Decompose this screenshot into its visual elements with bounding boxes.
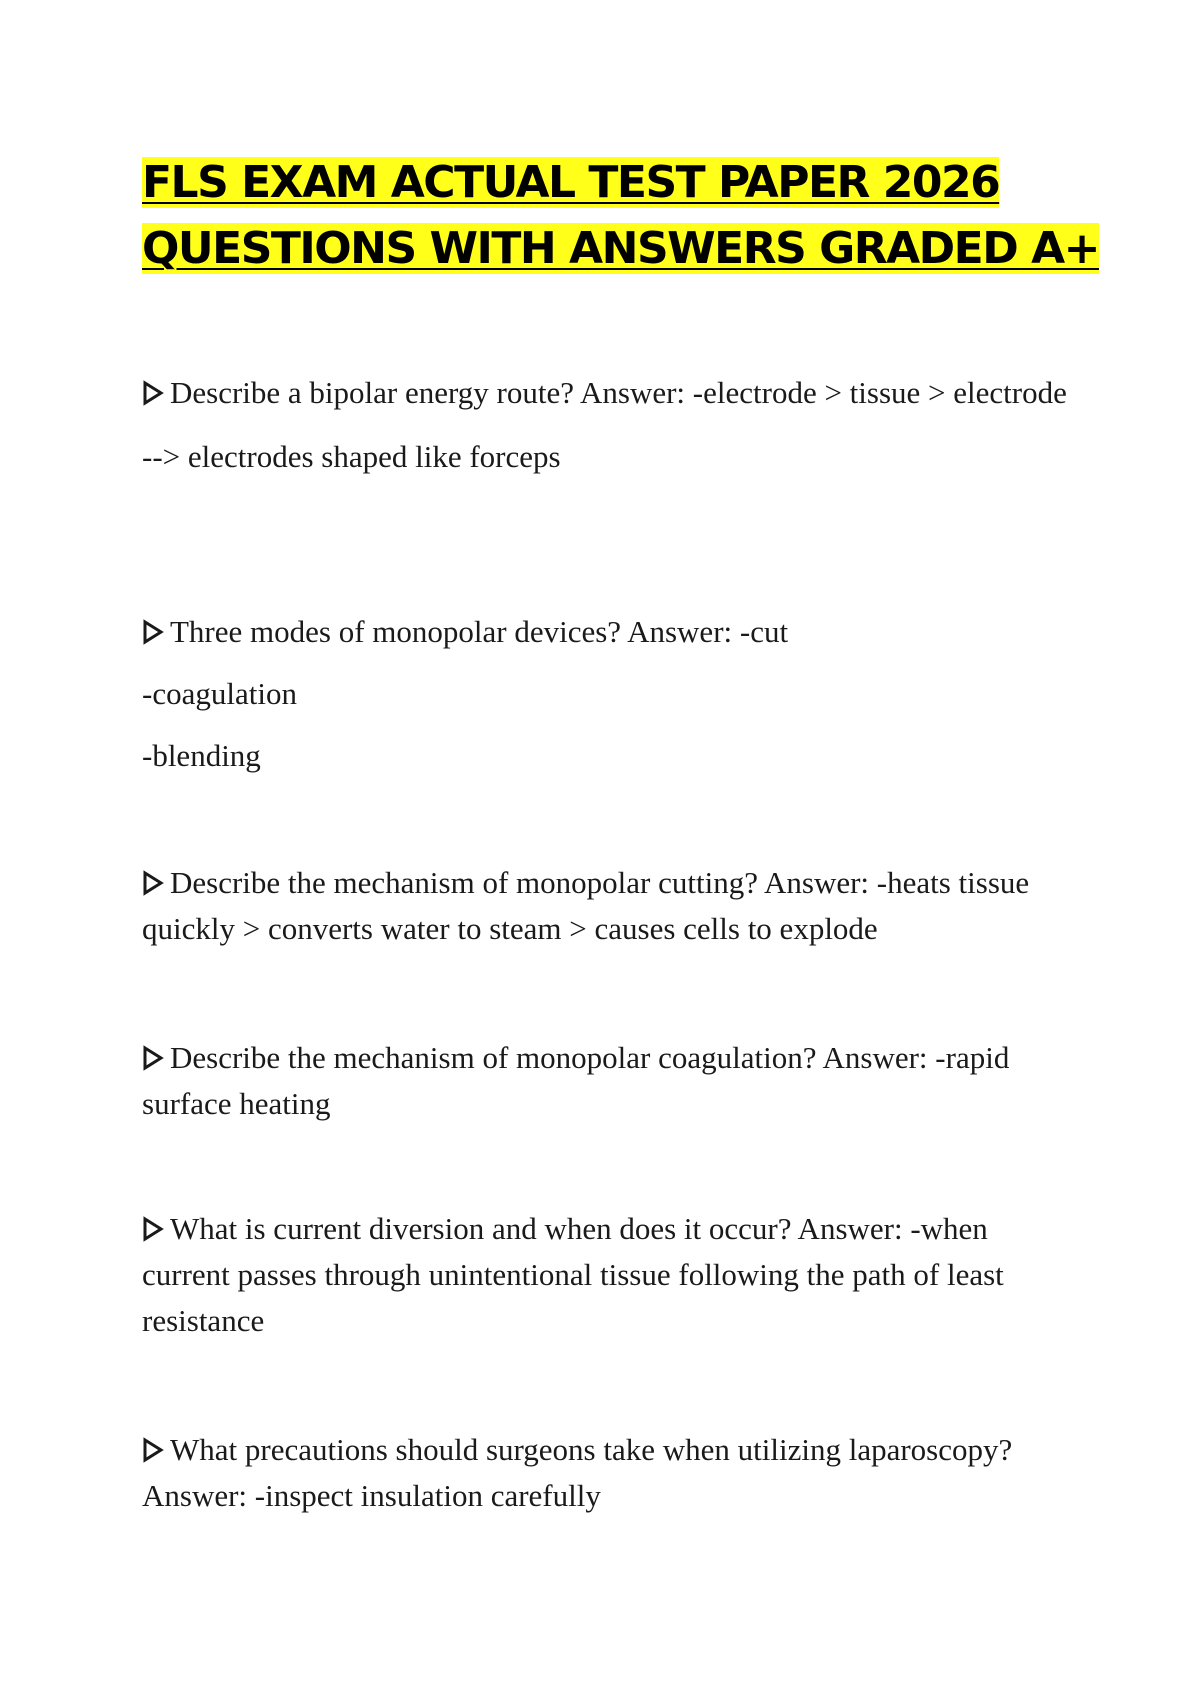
question-text: Describe the mechanism of monopolar cutting? Answer: -heats tissue quickly > converts water to steam > causes cells to explode [142, 865, 1030, 946]
answer-extra: -blending [142, 738, 261, 773]
answer-extra: -coagulation [142, 676, 297, 711]
qa-item-5 [142, 1206, 1072, 1344]
outlined-triangle-arrow-icon [142, 870, 164, 896]
title-line-1: FLS EXAM ACTUAL TEST PAPER 2026 [142, 157, 1000, 208]
question-text: Describe the mechanism of monopolar coagulation? Answer: -rapid surface heating [142, 1040, 1010, 1121]
document-title [142, 150, 1102, 282]
answer-extra: --> electrodes shaped like forceps [142, 439, 561, 474]
outlined-triangle-arrow-icon [142, 380, 164, 406]
question-text: Describe a bipolar energy route? Answer: -electrode > tissue > electrode [170, 375, 1067, 410]
qa-item-2 [142, 609, 1072, 779]
question-text: What is current diversion and when does it occur? Answer: -when current passes through unintentional tissue following the path of least resistance [142, 1211, 1004, 1338]
outlined-triangle-arrow-icon [142, 619, 164, 645]
qa-item-6 [142, 1427, 1072, 1519]
qa-item-1 [142, 370, 1072, 480]
question-text: Three modes of monopolar devices? Answer: -cut [170, 614, 789, 649]
question-text: What precautions should surgeons take when utilizing laparoscopy? Answer: -inspect insulation carefully [142, 1432, 1013, 1513]
outlined-triangle-arrow-icon [142, 1045, 164, 1071]
qa-item-4 [142, 1035, 1072, 1127]
outlined-triangle-arrow-icon [142, 1437, 164, 1463]
outlined-triangle-arrow-icon [142, 1216, 164, 1242]
qa-item-3 [142, 860, 1072, 952]
title-line-2: QUESTIONS WITH ANSWERS GRADED A+ [142, 223, 1099, 274]
